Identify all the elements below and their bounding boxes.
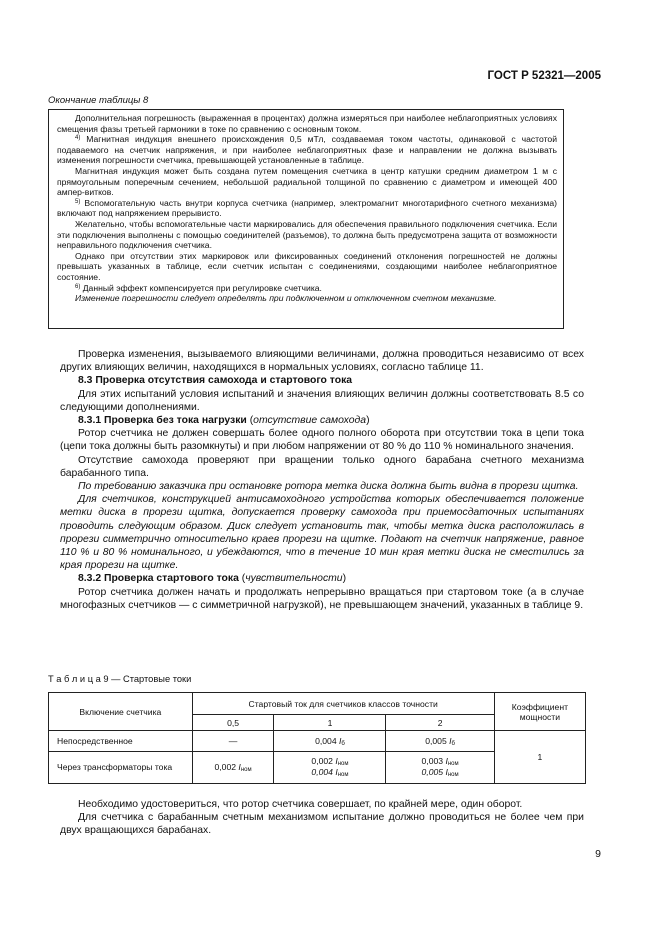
table8-notes-box [48, 109, 564, 329]
body-paragraph: Для счетчиков, конструкцией антисамоходного устройства которых обеспечивается положение метки диска в прорези щитка, допускается проверку самохода при приемосдаточных испытаниях проводить следующим образом. Диск следует установить так, чтобы метка диска расположилась в прорези симметрично относительно краев прорези на щитке. Подают на счетчик напряжение, равное 110 % и 80 % номинального, и убеждаются, что в течение 10 мин края метки диска не сместились за края прорези на щитке. [60, 494, 584, 572]
cell-transformer-1: 0,002 Iном 0,004 Iном [274, 751, 386, 783]
page-number: 9 [595, 848, 601, 860]
header-class-2: 2 [386, 715, 494, 731]
note-paragraph: $^{6)}$ Данный эффект компенсируется при регулировке счетчика. [75, 282, 322, 293]
row-direct-label: Непосредственное [49, 731, 193, 751]
note-paragraph: $^{5)}$ Вспомогательную часть внутри корпуса счетчика (например, электромагнит многотарифного счетного механизма) включают под напряжением прерывисто. [57, 197, 557, 219]
standard-header: ГОСТ Р 52321—2005 [487, 70, 601, 82]
table9-starting-currents [48, 692, 586, 784]
cell-power-factor: 1 [494, 731, 585, 784]
body-paragraph: По требованию заказчика при остановке ротора метка диска должна быть видна в прорези щитка. [78, 481, 579, 493]
body-paragraph: Для этих испытаний условия испытаний и значения влияющих величин должны соответствовать 8.5 со следующими дополнениями. [60, 388, 584, 413]
header-connection: Включение счетчика [49, 693, 193, 731]
section-heading-8-3: 8.3 Проверка отсутствия самохода и стартового тока [78, 375, 353, 387]
cell-transformer-2: 0,003 Iном 0,005 Iном [386, 751, 494, 783]
header-starting-current: Стартовый ток для счетчиков классов точности [192, 693, 494, 715]
body-paragraph: Необходимо удостовериться, что ротор счетчика совершает, по крайней мере, один оборот. [78, 799, 523, 810]
note-paragraph: Дополнительная погрешность (выраженная в процентах) должна измеряться при наиболее неблагоприятных условиях смещения фазы третьей гармоники в токе по сравнению с основным током. [57, 113, 557, 134]
header-power-factor: Коэффициент мощности [494, 693, 585, 731]
table8-end-caption: Окончание таблицы 8 [48, 95, 149, 106]
note-paragraph: $^{4)}$ Магнитная индукция внешнего происхождения 0,5 мТл, создаваемая током частоты, одинаковой с частотой подаваемого на счетчик напряжения, и при наиболее неблагоприятных фазе и направлении не должна вызывать изменения погрешности счетчика, превышающей установленные в таблице. [57, 134, 557, 166]
body-block-2 [60, 798, 584, 838]
body-paragraph: Проверка изменения, вызываемого влияющими величинами, должна проводиться независимо от всех других влияющих величин, находящихся в нормальных условиях, согласно таблице 11. [60, 349, 584, 374]
footnote-mark: 5) [75, 198, 81, 205]
cell-transformer-0-5: 0,002 Iном [192, 751, 274, 783]
body-paragraph: Ротор счетчика должен начать и продолжать непрерывно вращаться при стартовом токе (а в случае многофазных счетчиков — с симметричной нагрузкой), не превышающем значений, указанных в таблице 9. [60, 586, 584, 611]
cell-direct-0-5: — [192, 731, 274, 751]
cell-direct-2: 0,005 Iб [386, 731, 494, 751]
note-paragraph: Магнитная индукция может быть создана путем помещения счетчика в центр катушки средним диаметром 1 м с прямоугольным поперечным сечением, небольшой радиальной толщиной по сравнению с диаметром и имеющей 400 ампер-витков. [57, 165, 557, 198]
table9-caption: Т а б л и ц а 9 — Стартовые токи [48, 674, 192, 684]
row-transformer-label: Через трансформаторы тока [49, 751, 193, 783]
cell-direct-1: 0,004 Iб [274, 731, 386, 751]
body-paragraph: Ротор счетчика не должен совершать более одного полного оборота при отсутствии тока в цепи тока (цепи тока должны быть разомкнуты) и при любом напряжении от 80 % до 110 % номинального значения. [60, 428, 584, 453]
note-paragraph: Желательно, чтобы вспомогательные части маркировались для обеспечения правильного подключения счетчика. Если эти подключения выполнены с помощью соединителей (разъемов), то должна быть предусмотрена защита от возможности неправильного подключения счетчика. [57, 218, 557, 251]
footnote-mark: 6) [75, 283, 81, 290]
note-paragraph: Однако при отсутствии этих маркировок или фиксированных соединений отклонения погрешностей не должны превышать указанных в таблице, если счетчик испытан с соединениями, создающими наиболее неблагоприятное состояние. [57, 250, 557, 282]
body-block-1 [60, 348, 584, 612]
section-heading-8-3-1: 8.3.1 Проверка без тока нагрузки (отсутствие самохода) [78, 415, 370, 427]
header-class-0-5: 0,5 [192, 715, 274, 731]
body-paragraph: Отсутствие самохода проверяют при вращении только одного барабана счетного механизма барабанного типа. [60, 454, 584, 479]
body-paragraph: Для счетчика с барабанным счетным механизмом испытание должно проводиться не более чем при двух вращающихся барабанах. [60, 812, 584, 837]
note-paragraph: Изменение погрешности следует определять при подключенном и отключенном счетном механизме. [75, 293, 497, 304]
footnote-mark: 4) [75, 135, 81, 142]
section-heading-8-3-2: 8.3.2 Проверка стартового тока (чувствительности) [78, 573, 347, 585]
header-class-1: 1 [274, 715, 386, 731]
